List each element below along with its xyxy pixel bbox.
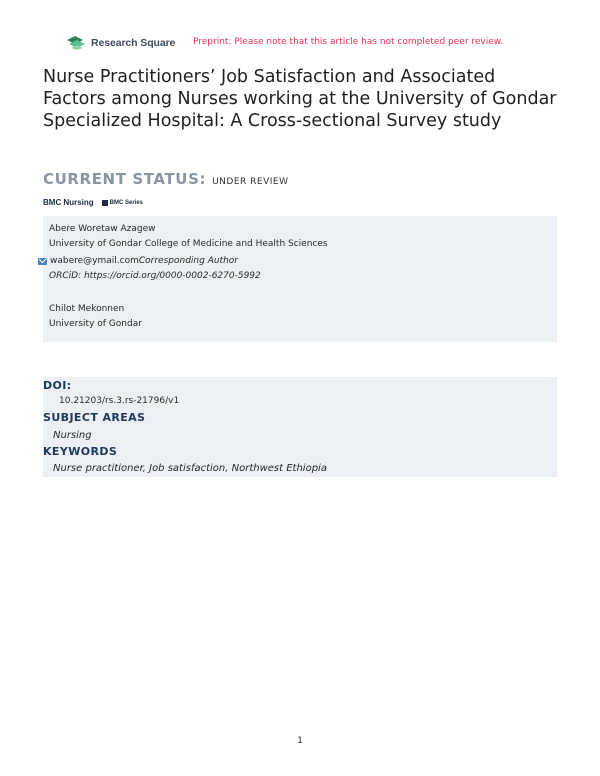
corresponding-author-label: Corresponding Author: [138, 256, 238, 266]
subject-areas-label: SUBJECT AREAS: [43, 411, 146, 424]
research-square-logo-icon: [67, 36, 87, 50]
article-title: Nurse Practitioners’ Job Satisfaction and Associated Factors among Nurses working at the University of Gondar Specialized Hospital: A Cross-sectional Survey study: [43, 67, 557, 131]
mail-icon: [38, 258, 47, 265]
research-square-logo[interactable]: [67, 33, 175, 53]
author-name: Abere Woretaw Azagew: [49, 224, 156, 234]
bmc-series-logo: [102, 200, 143, 206]
authors-box: [43, 216, 557, 342]
keywords-value: Nurse practitioner, Job satisfaction, Northwest Ethiopia: [53, 463, 327, 474]
bmc-series-icon: [102, 200, 108, 206]
status-label: CURRENT STATUS:: [43, 170, 207, 188]
page-header: [67, 33, 547, 53]
author-email-row: [38, 256, 238, 266]
author-1: [49, 222, 328, 252]
journal-logos: [43, 198, 143, 207]
journal-name: BMC Nursing: [43, 198, 94, 207]
author-orcid[interactable]: ORCiD: https://orcid.org/0000-0002-6270-5992: [49, 271, 261, 281]
status-value: UNDER REVIEW: [212, 177, 289, 187]
author-2: [49, 302, 142, 332]
doi-label: DOI:: [43, 379, 72, 392]
doi-section: [43, 377, 557, 410]
doi-value[interactable]: 10.21203/rs.3.rs-21796/v1: [59, 396, 180, 406]
subject-areas-section: [43, 410, 557, 443]
author-email[interactable]: wabere@ymail.com: [50, 256, 139, 266]
author-affiliation: University of Gondar: [49, 319, 142, 329]
current-status: [43, 170, 288, 188]
author-name: Chilot Mekonnen: [49, 304, 125, 314]
page-number: 1: [297, 736, 303, 746]
author-affiliation: University of Gondar College of Medicine and Health Sciences: [49, 239, 328, 249]
preprint-note: Preprint: Please note that this article has not completed peer review.: [193, 37, 504, 47]
bmc-series-text: BMC Series: [109, 199, 144, 206]
logo-text: Research Square: [91, 37, 176, 49]
keywords-section: [43, 443, 557, 477]
keywords-label: KEYWORDS: [43, 445, 118, 458]
subject-areas-value: Nursing: [53, 430, 92, 441]
